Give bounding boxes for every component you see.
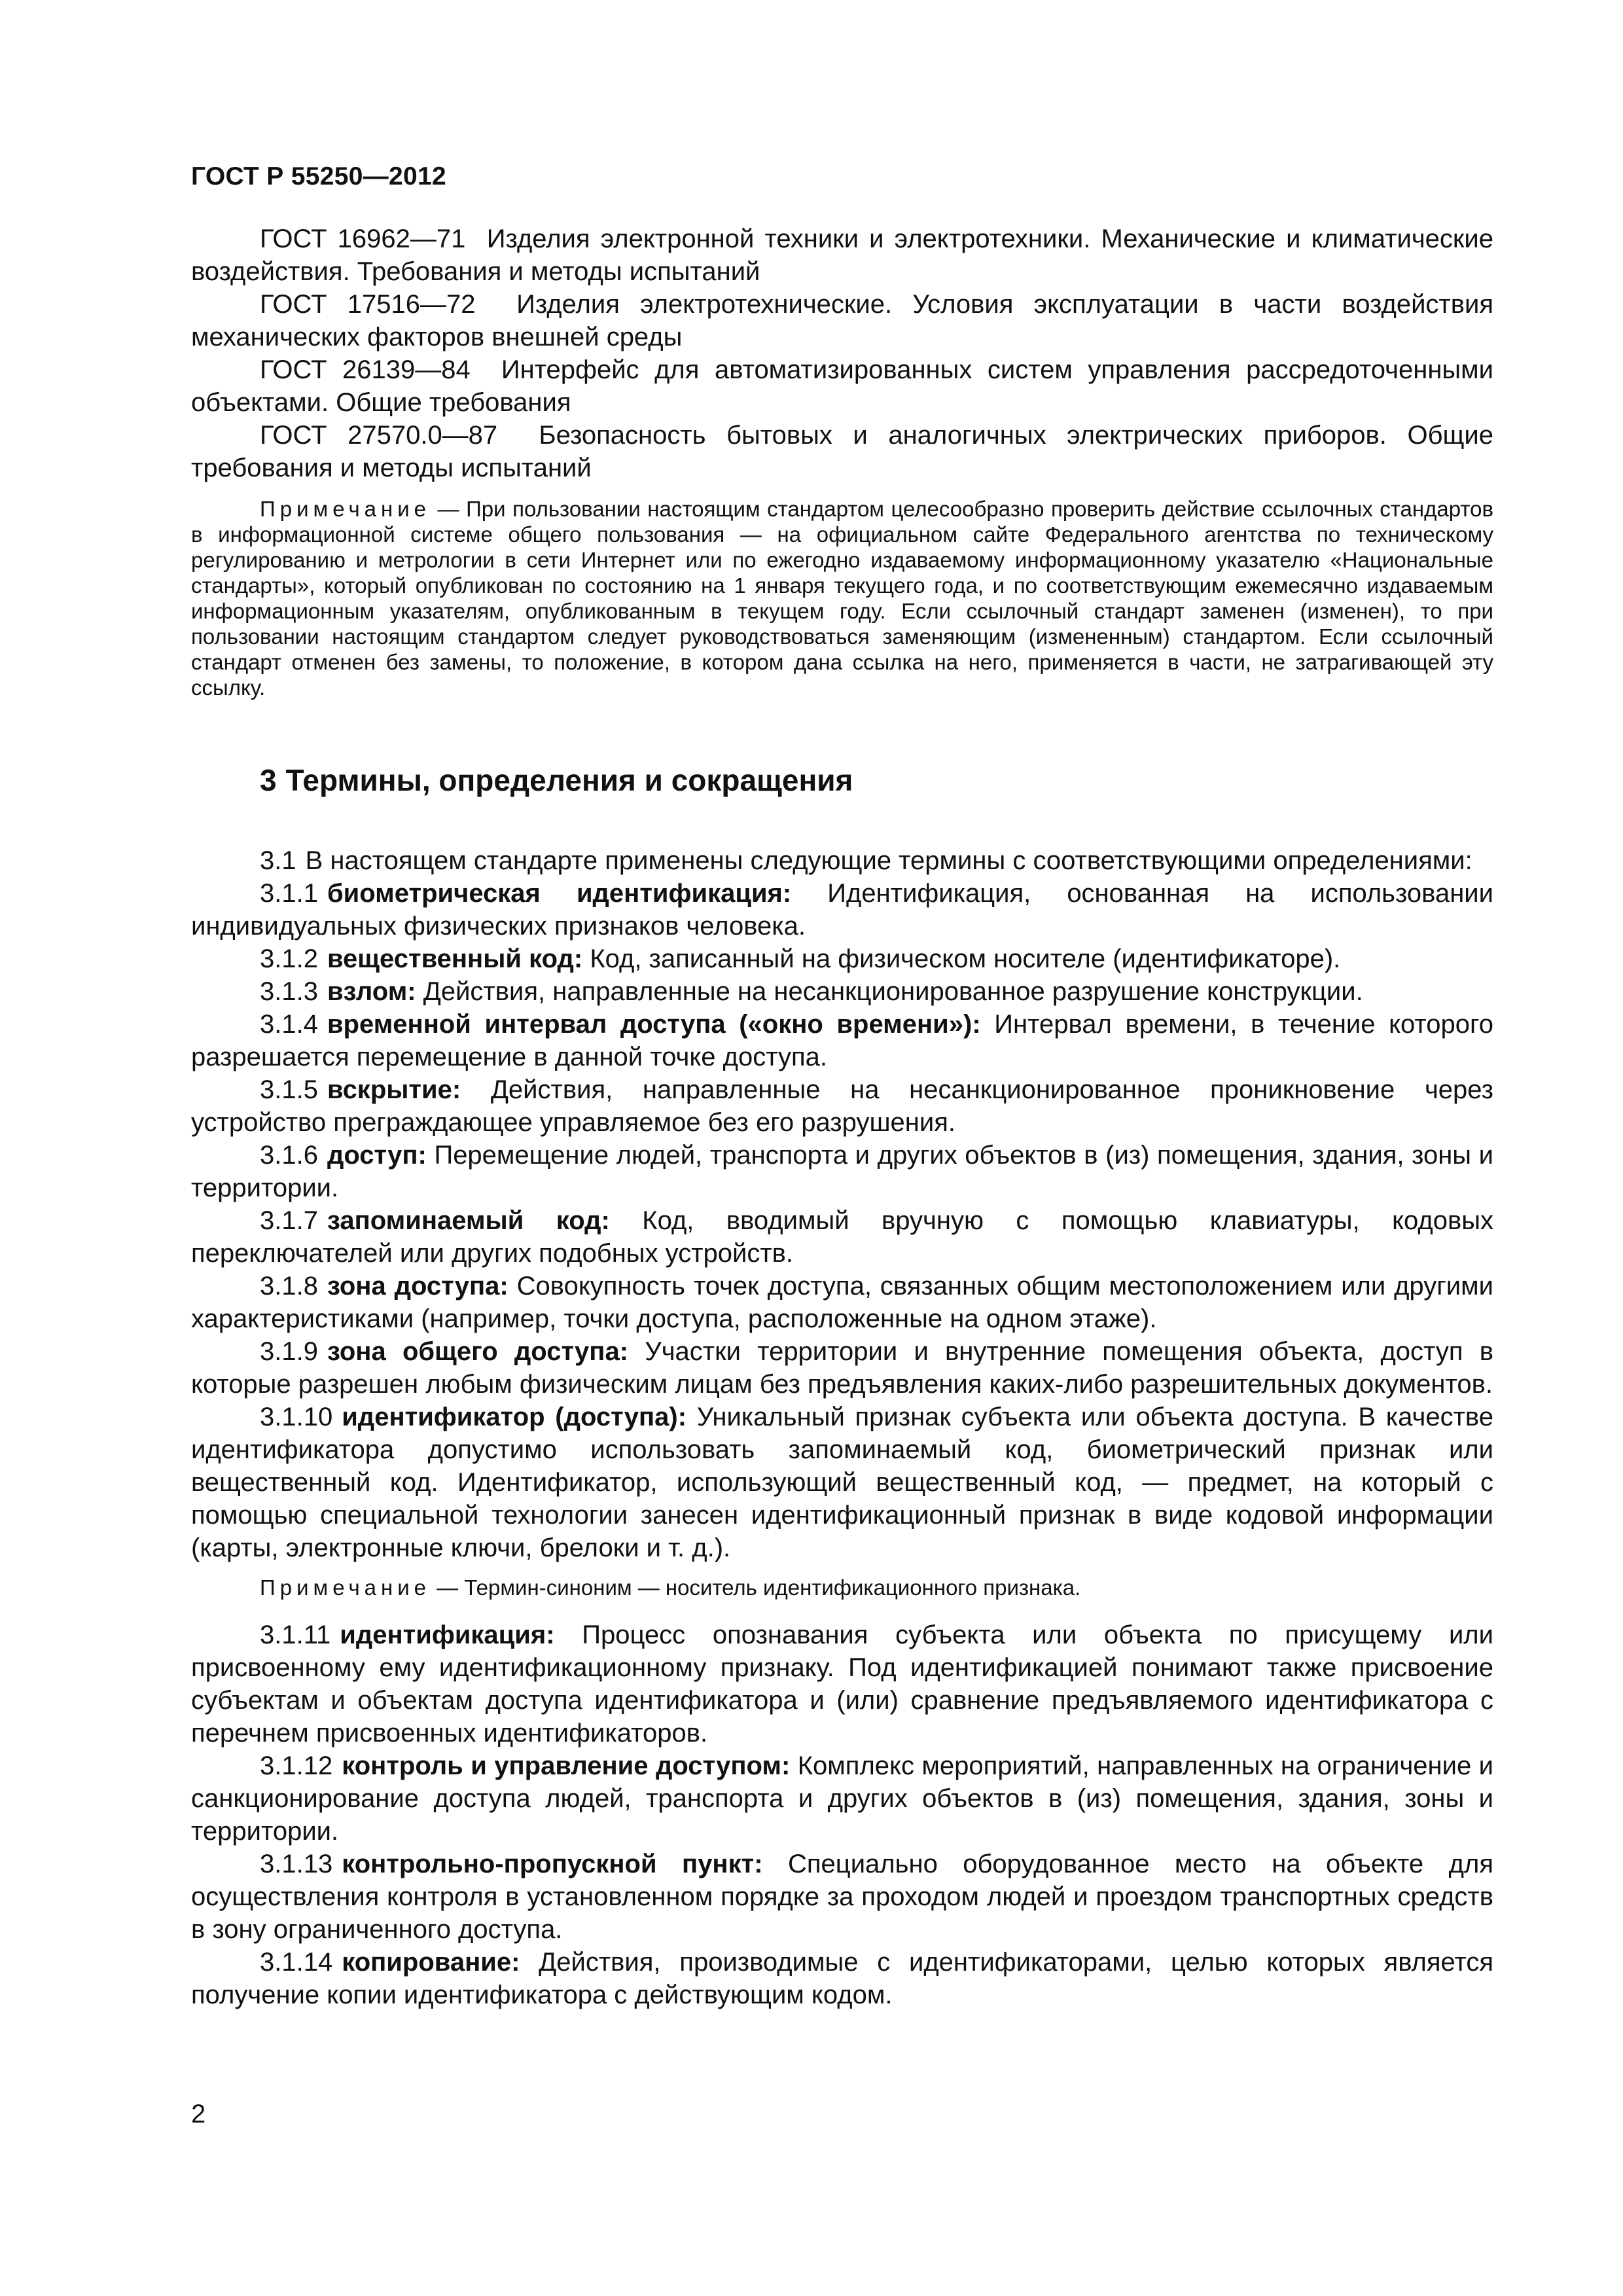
term-number: 3.1.5	[260, 1075, 318, 1104]
term-name: вскрытие:	[327, 1075, 461, 1104]
term-entry	[191, 1401, 1493, 1564]
term-name: временной интервал доступа («окно времени»):	[327, 1010, 981, 1039]
term-entry	[191, 1749, 1493, 1848]
term-number: 3.1.11	[260, 1621, 331, 1649]
clause-text: В настоящем стандарте применены следующие термины с соответствующими определениями:	[305, 846, 1472, 875]
term-name: запоминаемый код:	[327, 1206, 610, 1235]
reference-code: ГОСТ 17516—72	[260, 290, 476, 319]
term-entry	[191, 1619, 1493, 1749]
term-name: идентификатор (доступа):	[342, 1403, 687, 1431]
term-definition: Уникальный признак субъекта или объекта доступа. В качестве идентификатора допустимо использовать запоминаемый код, биометрический признак или вещественный код. Идентификатор, использующий вещественный код, — предмет, на который с помощью специальной технологии занесен идентификационный признак в виде кодовой информации (карты, электронные ключи, брелоки и т. д.).	[191, 1403, 1493, 1562]
term-name: биометрическая идентификация:	[327, 879, 792, 908]
section-number: 3	[260, 763, 277, 797]
reference-item	[191, 223, 1493, 288]
term-entry	[191, 1848, 1493, 1946]
term-entry	[191, 1139, 1493, 1204]
term-number: 3.1.12	[260, 1751, 333, 1780]
document-code-header: ГОСТ Р 55250—2012	[191, 162, 446, 190]
reference-title: Безопасность бытовых и аналогичных электрических приборов. Общие требования и методы испытаний	[191, 421, 1493, 482]
term-definition: Перемещение людей, транспорта и других объектов в (из) помещения, здания, зоны и территории.	[191, 1141, 1493, 1202]
term-entry	[191, 942, 1493, 975]
section-title: Термины, определения и сокращения	[285, 763, 853, 797]
term-definition: Участки территории и внутренние помещения объекта, доступ в которые разрешен любым физическим лицам без предъявления каких-либо разрешительных документов.	[191, 1337, 1493, 1399]
term-definition: Действия, производимые с идентификаторами, целью которых является получение копии идентификатора с действующим кодом.	[191, 1948, 1493, 2009]
term-number: 3.1.9	[260, 1337, 318, 1366]
term-entry	[191, 1008, 1493, 1073]
reference-item	[191, 353, 1493, 419]
reference-code: ГОСТ 27570.0—87	[260, 421, 498, 450]
term-entry	[191, 1073, 1493, 1139]
term-entry	[191, 1946, 1493, 2011]
reference-code: ГОСТ 16962—71	[260, 224, 466, 253]
page-number: 2	[191, 2100, 206, 2128]
term-definition: Процесс опознавания субъекта или объекта по присущему или присвоенному ему идентификационному признаку. Под идентификацией понимают также присвоение субъектам и объектам доступа идентификатора и (или) сравнение предъявляемого идентификатора с перечнем присвоенных идентификаторов.	[191, 1621, 1493, 1748]
term-definition: Код, записанный на физическом носителе (идентификаторе).	[590, 944, 1341, 973]
reference-code: ГОСТ 26139—84	[260, 355, 471, 384]
term-name: копирование:	[342, 1948, 520, 1977]
term-number: 3.1.10	[260, 1403, 333, 1431]
reference-title: Изделия электронной техники и электротехники. Механические и климатические воздействия. Требования и методы испытаний	[191, 224, 1494, 286]
term-definition: Специально оборудованное место на объекте для осуществления контроля в установленном порядке за проходом людей и проездом транспортных средств в зону ограниченного доступа.	[191, 1850, 1493, 1944]
term-name: зона общего доступа:	[327, 1337, 629, 1366]
term-name: контрольно-пропускной пункт:	[342, 1850, 763, 1878]
term-number: 3.1.6	[260, 1141, 318, 1170]
term-number: 3.1.1	[260, 879, 318, 908]
note-text: Термин-синоним — носитель идентификационного признака.	[464, 1575, 1081, 1600]
term-name: зона доступа:	[327, 1272, 508, 1300]
term-number: 3.1.13	[260, 1850, 333, 1878]
clause-number: 3.1	[260, 846, 296, 875]
term-definition: Код, вводимый вручную с помощью клавиатуры, кодовых переключателей или других подобных устройств.	[191, 1206, 1493, 1268]
term-definition: Совокупность точек доступа, связанных общим местоположением или другими характеристиками (например, точки доступа, расположенные на одном этаже).	[191, 1272, 1493, 1333]
term-name: взлом:	[327, 977, 416, 1006]
term-name: контроль и управление доступом:	[342, 1751, 791, 1780]
term-number: 3.1.3	[260, 977, 318, 1006]
note-term-synonym: Примечание — Термин-синоним — носитель идентификационного признака.	[260, 1575, 1081, 1600]
reference-item	[191, 419, 1493, 484]
note-text: При пользовании настоящим стандартом целесообразно проверить действие ссылочных стандартов в информационной системе общего пользования — на официальном сайте Федерального агентства по техническому регулированию и метрологии в сети Интернет или по ежегодно издаваемому информационному указателю «Национальные стандарты», который опубликован по состоянию на 1 января текущего года, и по соответствующим ежемесячно издаваемым информационным указателям, опубликованным в текущем году. Если ссылочный стандарт заменен (изменен), то при пользовании настоящим стандартом следует руководствоваться заменяющим (измененным) стандартом. Если ссылочный стандарт отменен без замены, то положение, в котором дана ссылка на него, применяется в части, не затрагивающей эту ссылку.	[191, 497, 1493, 700]
note-label: Примечание	[260, 1575, 431, 1600]
clause-intro	[191, 844, 1493, 877]
term-definition: Идентификация, основанная на использовании индивидуальных физических признаков человека.	[191, 879, 1493, 941]
term-number: 3.1.4	[260, 1010, 318, 1039]
term-entry	[191, 1270, 1493, 1335]
term-entry	[191, 877, 1493, 942]
term-entry	[191, 975, 1493, 1008]
term-entry	[191, 1204, 1493, 1270]
term-number: 3.1.2	[260, 944, 318, 973]
term-entry	[191, 1335, 1493, 1401]
term-name: вещественный код:	[327, 944, 583, 973]
reference-title: Интерфейс для автоматизированных систем управления рассредоточенными объектами. Общие требования	[191, 355, 1493, 417]
term-name: идентификация:	[340, 1621, 555, 1649]
reference-item	[191, 288, 1493, 353]
note-label: Примечание	[260, 497, 431, 521]
term-name: доступ:	[327, 1141, 427, 1170]
term-definition: Комплекс мероприятий, направленных на ограничение и санкционирование доступа людей, транспорта и других объектов в (из) помещения, здания, зоны и территории.	[191, 1751, 1493, 1846]
term-number: 3.1.14	[260, 1948, 333, 1977]
term-definition: Действия, направленные на несанкционированное проникновение через устройство преграждающее управляемое без его разрушения.	[191, 1075, 1493, 1137]
note-references: Примечание — При пользовании настоящим стандартом целесообразно проверить действие ссылочных стандартов в информационной системе общего пользования — на официальном сайте Федерального агентства по техническому регулированию и метрологии в сети Интернет или по ежегодно издаваемому информационному указателю «Национальные стандарты», который опубликован по состоянию на 1 января текущего года, и по соответствующим ежемесячно издаваемым информационным указателям, опубликованным в текущем году. Если ссылочный стандарт заменен (изменен), то при пользовании настоящим стандартом следует руководствоваться заменяющим (измененным) стандартом. Если ссылочный стандарт отменен без замены, то положение, в котором дана ссылка на него, применяется в части, не затрагивающей эту ссылку.	[191, 497, 1493, 700]
term-definition: Интервал времени, в течение которого разрешается перемещение в данной точке доступа.	[191, 1010, 1493, 1071]
reference-title: Изделия электротехнические. Условия эксплуатации в части воздействия механических факторов внешней среды	[191, 290, 1494, 351]
term-number: 3.1.8	[260, 1272, 318, 1300]
document-body	[191, 223, 1493, 2011]
term-definition: Действия, направленные на несанкционированное разрушение конструкции.	[423, 977, 1363, 1006]
term-number: 3.1.7	[260, 1206, 318, 1235]
section-heading	[191, 762, 1493, 798]
